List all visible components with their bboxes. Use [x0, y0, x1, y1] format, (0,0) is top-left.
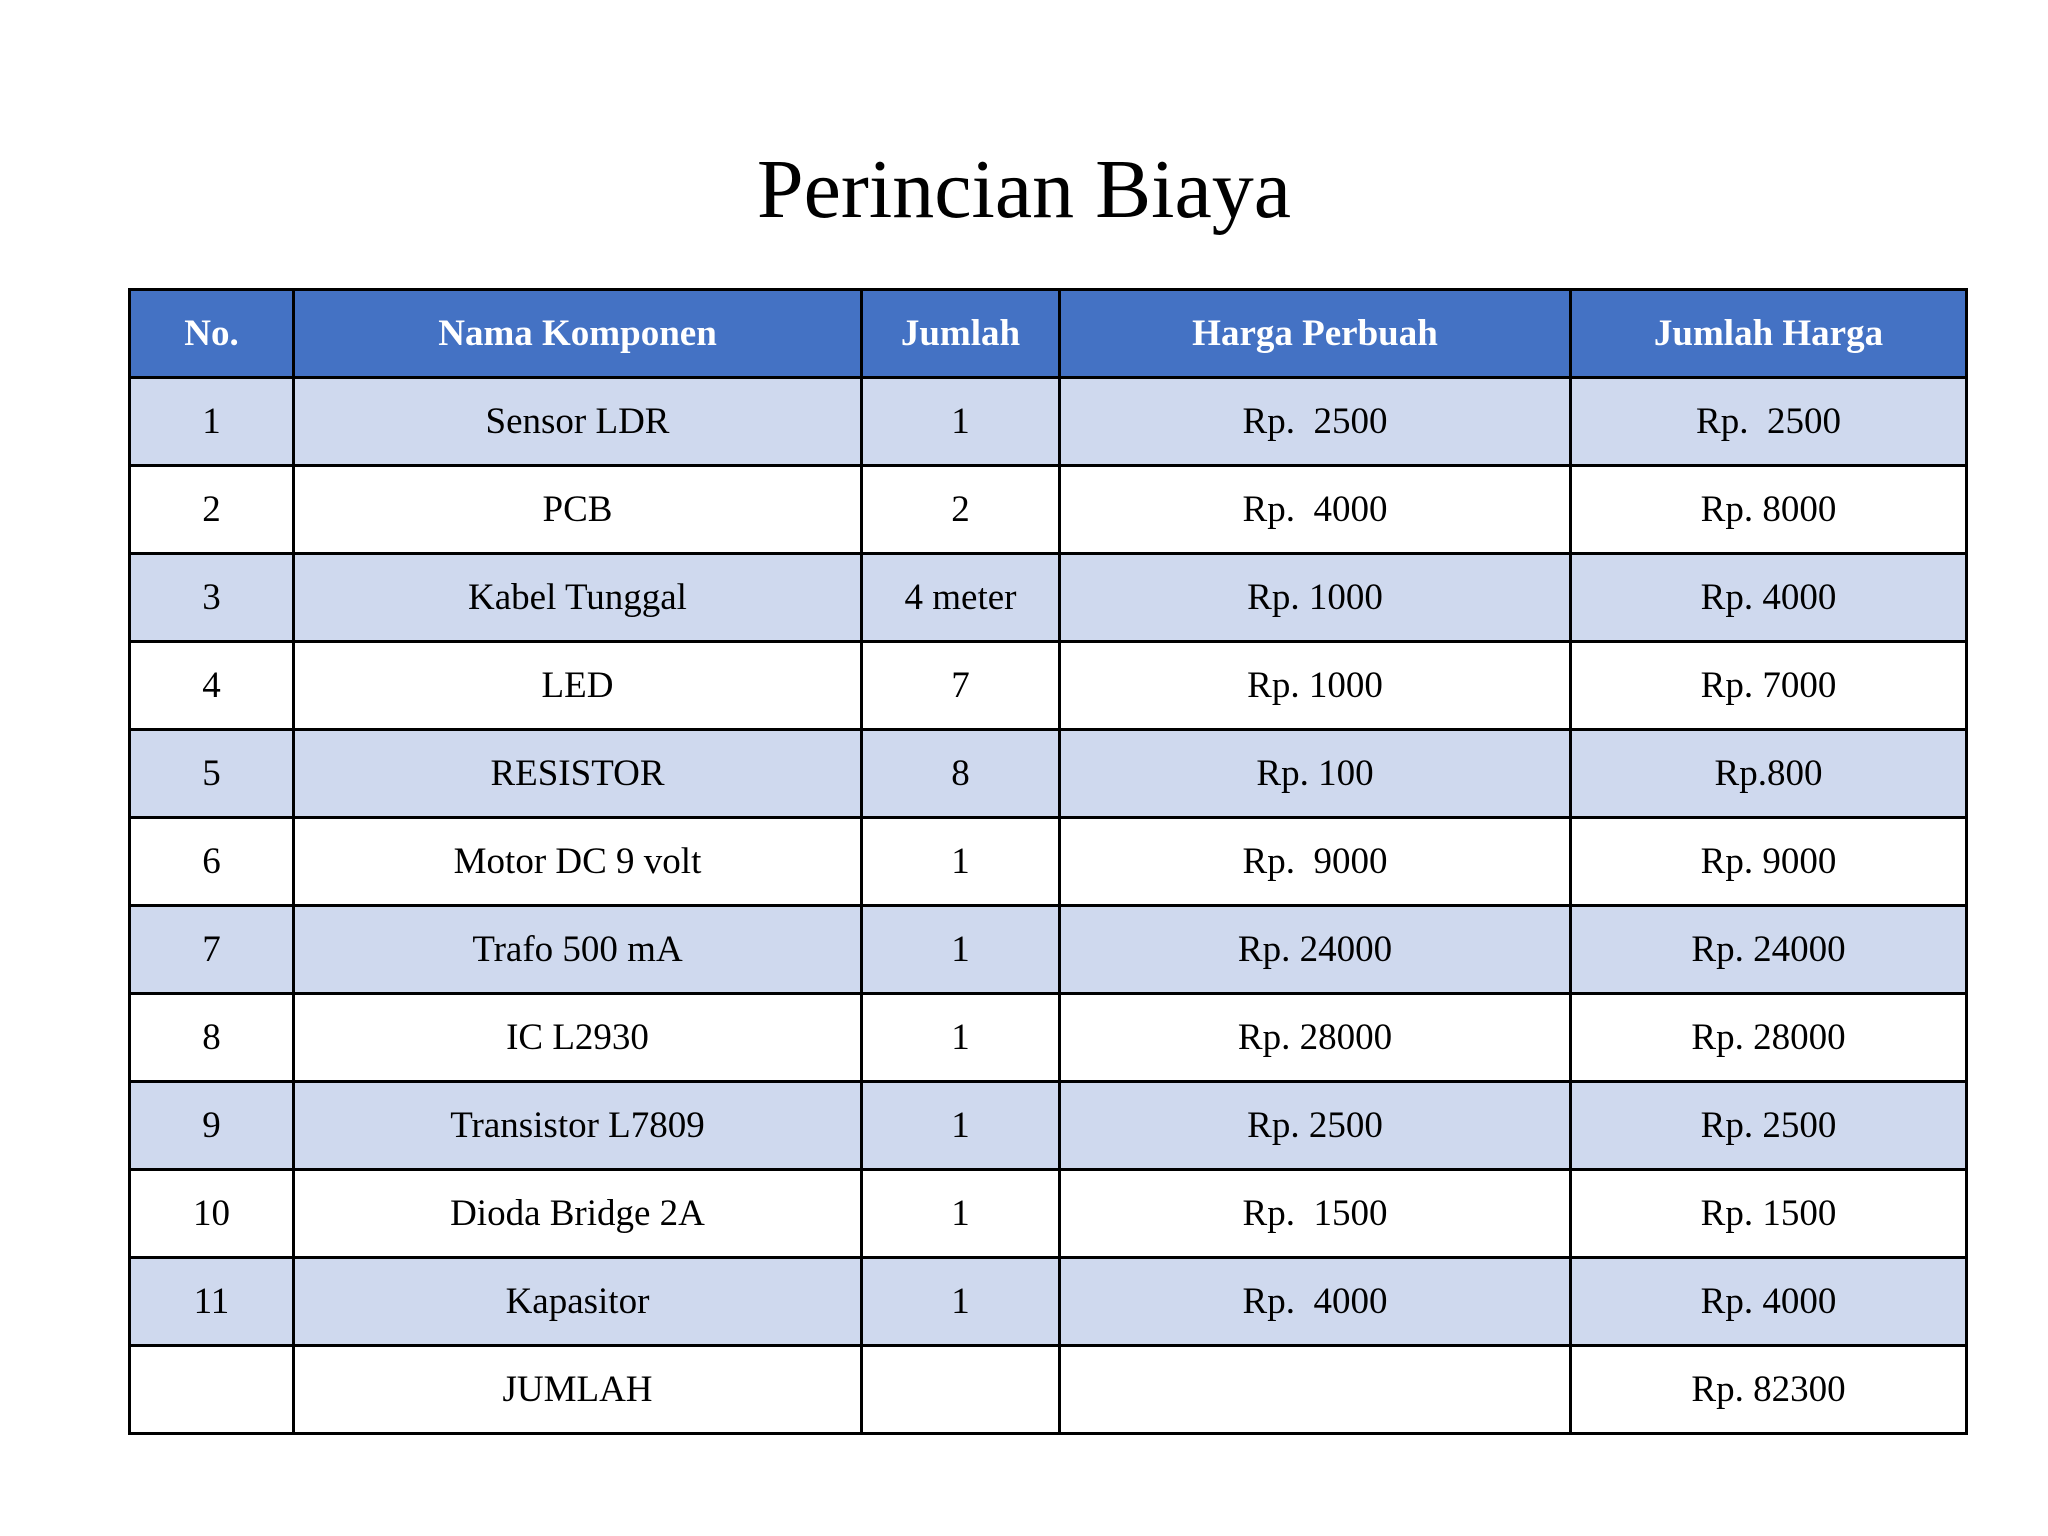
- table-row: [130, 730, 1967, 818]
- cell-quantity: 1: [862, 818, 1060, 906]
- cell-no: 11: [130, 1258, 294, 1346]
- table-body: [130, 378, 1967, 1346]
- table-row: [130, 378, 1967, 466]
- cell-quantity: 8: [862, 730, 1060, 818]
- cell-no: 1: [130, 378, 294, 466]
- cell-total-price: Rp. 2500: [1571, 378, 1967, 466]
- cell-total-price: Rp. 9000: [1571, 818, 1967, 906]
- cell-total-price: Rp. 8000: [1571, 466, 1967, 554]
- table-row: [130, 466, 1967, 554]
- table-row: [130, 1082, 1967, 1170]
- table-row: [130, 906, 1967, 994]
- cell-component-name: LED: [294, 642, 862, 730]
- cell-quantity: 1: [862, 1082, 1060, 1170]
- table-row: [130, 994, 1967, 1082]
- cell-component-name: PCB: [294, 466, 862, 554]
- cell-no: 4: [130, 642, 294, 730]
- cell-no: 6: [130, 818, 294, 906]
- total-row-no: [130, 1346, 294, 1434]
- cell-unit-price: Rp. 24000: [1060, 906, 1571, 994]
- cell-quantity: 1: [862, 1258, 1060, 1346]
- cell-unit-price: Rp. 28000: [1060, 994, 1571, 1082]
- cell-unit-price: Rp. 4000: [1060, 466, 1571, 554]
- table-row: [130, 818, 1967, 906]
- cost-breakdown-table: [128, 288, 1968, 1435]
- cell-unit-price: Rp. 1000: [1060, 554, 1571, 642]
- cell-no: 3: [130, 554, 294, 642]
- header-quantity: Jumlah: [862, 290, 1060, 378]
- table-row: [130, 1170, 1967, 1258]
- cell-quantity: 1: [862, 378, 1060, 466]
- table-row: [130, 554, 1967, 642]
- cell-component-name: Transistor L7809: [294, 1082, 862, 1170]
- cell-no: 2: [130, 466, 294, 554]
- cell-component-name: Dioda Bridge 2A: [294, 1170, 862, 1258]
- cell-component-name: Motor DC 9 volt: [294, 818, 862, 906]
- cell-no: 7: [130, 906, 294, 994]
- cell-component-name: RESISTOR: [294, 730, 862, 818]
- total-row-label: JUMLAH: [294, 1346, 862, 1434]
- cell-no: 9: [130, 1082, 294, 1170]
- cell-unit-price: Rp. 2500: [1060, 378, 1571, 466]
- cell-no: 8: [130, 994, 294, 1082]
- cell-total-price: Rp. 1500: [1571, 1170, 1967, 1258]
- cell-unit-price: Rp. 9000: [1060, 818, 1571, 906]
- cell-quantity: 1: [862, 906, 1060, 994]
- cell-quantity: 1: [862, 1170, 1060, 1258]
- cell-quantity: 7: [862, 642, 1060, 730]
- cell-unit-price: Rp. 2500: [1060, 1082, 1571, 1170]
- cell-component-name: IC L2930: [294, 994, 862, 1082]
- total-row-grand-total: Rp. 82300: [1571, 1346, 1967, 1434]
- cell-quantity: 1: [862, 994, 1060, 1082]
- cell-unit-price: Rp. 1500: [1060, 1170, 1571, 1258]
- cell-quantity: 2: [862, 466, 1060, 554]
- total-row-quantity: [862, 1346, 1060, 1434]
- total-row: [130, 1346, 1967, 1434]
- cell-component-name: Kapasitor: [294, 1258, 862, 1346]
- cell-component-name: Trafo 500 mA: [294, 906, 862, 994]
- header-unit-price: Harga Perbuah: [1060, 290, 1571, 378]
- cell-total-price: Rp. 24000: [1571, 906, 1967, 994]
- total-row-unit-price: [1060, 1346, 1571, 1434]
- cell-total-price: Rp. 7000: [1571, 642, 1967, 730]
- page-title: Perincian Biaya: [756, 143, 1292, 236]
- cell-total-price: Rp. 2500: [1571, 1082, 1967, 1170]
- cell-unit-price: Rp. 100: [1060, 730, 1571, 818]
- table-row: [130, 1258, 1967, 1346]
- header-component-name: Nama Komponen: [294, 290, 862, 378]
- header-no: No.: [130, 290, 294, 378]
- cell-total-price: Rp. 4000: [1571, 554, 1967, 642]
- cell-unit-price: Rp. 4000: [1060, 1258, 1571, 1346]
- table-row: [130, 642, 1967, 730]
- cell-no: 5: [130, 730, 294, 818]
- cell-unit-price: Rp. 1000: [1060, 642, 1571, 730]
- cell-total-price: Rp. 4000: [1571, 1258, 1967, 1346]
- cell-quantity: 4 meter: [862, 554, 1060, 642]
- header-total-price: Jumlah Harga: [1571, 290, 1967, 378]
- table-header-row: [130, 290, 1967, 378]
- cell-component-name: Kabel Tunggal: [294, 554, 862, 642]
- cell-total-price: Rp.800: [1571, 730, 1967, 818]
- cell-no: 10: [130, 1170, 294, 1258]
- cell-component-name: Sensor LDR: [294, 378, 862, 466]
- cell-total-price: Rp. 28000: [1571, 994, 1967, 1082]
